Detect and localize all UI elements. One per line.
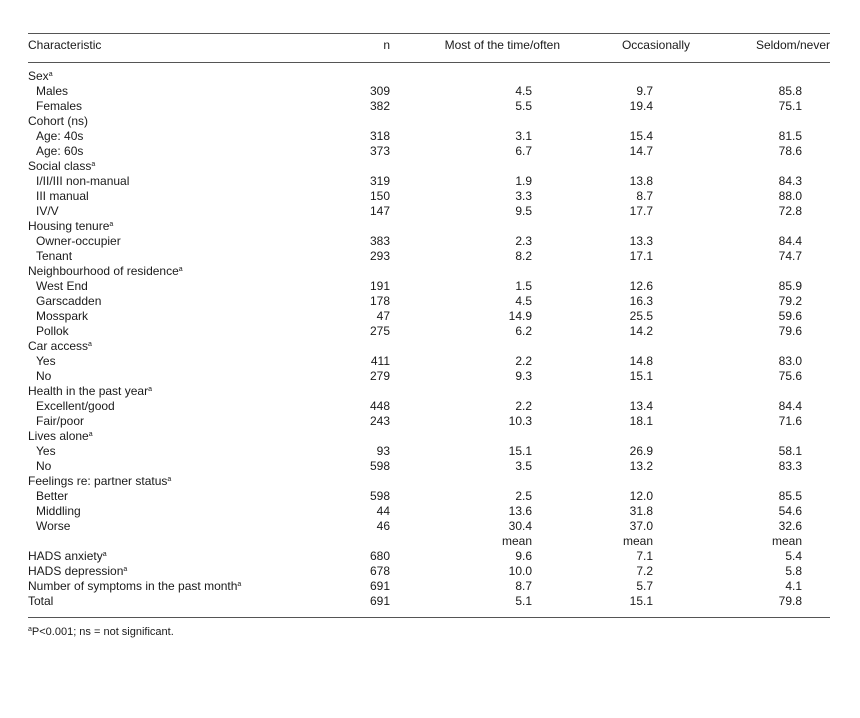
table-row [28, 204, 830, 219]
row-label [28, 189, 308, 204]
cell-n: 47 [376, 309, 390, 323]
cell-occasionally: 13.3 [629, 234, 653, 248]
cell-occasionally: 14.8 [629, 354, 653, 368]
cell-n [308, 339, 413, 354]
table-row [28, 294, 830, 309]
cell-seldom-never: 71.6 [778, 414, 802, 428]
cell-n [308, 474, 413, 489]
cell-occasionally [566, 159, 696, 174]
cell-seldom-never: 4.1 [785, 579, 802, 593]
cell-most-often: 3.5 [515, 459, 532, 473]
table-group-row [28, 264, 830, 279]
cell-seldom-never: 5.4 [785, 549, 802, 563]
cell-n: 191 [369, 279, 390, 293]
row-label-text: West End [36, 279, 88, 293]
significance-marker: a [123, 566, 128, 573]
cell-seldom-never [696, 384, 830, 399]
cell-occasionally [566, 384, 696, 399]
row-label-text: Car access [28, 339, 89, 353]
table-row [28, 534, 830, 549]
cell-occasionally: 15.1 [629, 594, 653, 608]
cell-most-often: 3.3 [515, 189, 532, 203]
cell-most-often: 1.9 [515, 174, 532, 188]
row-label [28, 264, 308, 279]
cell-seldom-never: 85.9 [778, 279, 802, 293]
cell-occasionally [566, 69, 696, 84]
row-label-text: Lives alone [28, 429, 89, 443]
cell-seldom-never: 54.6 [778, 504, 802, 518]
table-footnote [28, 625, 174, 639]
cell-most-often [413, 474, 566, 489]
cell-n: 44 [376, 504, 390, 518]
cell-seldom-never: 78.6 [778, 144, 802, 158]
cell-seldom-never: 79.6 [778, 324, 802, 338]
cell-most-often: 9.3 [515, 369, 532, 383]
row-label-text: Tenant [36, 249, 73, 263]
row-label [28, 519, 308, 534]
row-label [28, 354, 308, 369]
cell-seldom-never: 83.3 [778, 459, 802, 473]
table-row [28, 594, 830, 609]
cell-most-often: 2.2 [515, 399, 532, 413]
cell-most-often [413, 114, 566, 129]
row-label [28, 84, 308, 99]
table-row [28, 519, 830, 534]
cell-n [308, 264, 413, 279]
cell-occasionally: 7.1 [636, 549, 653, 563]
row-label [28, 174, 308, 189]
row-label [28, 459, 308, 474]
table-row [28, 189, 830, 204]
cell-occasionally: 14.2 [629, 324, 653, 338]
table-row [28, 399, 830, 414]
cell-n: 373 [369, 144, 390, 158]
row-label [28, 369, 308, 384]
cell-seldom-never: 84.4 [778, 399, 802, 413]
row-label-text: Yes [36, 354, 56, 368]
cell-most-often: 4.5 [515, 294, 532, 308]
row-label-text: Excellent/good [36, 399, 115, 413]
cell-n: 318 [369, 129, 390, 143]
cell-occasionally [566, 429, 696, 444]
row-label-text: HADS anxiety [28, 549, 103, 563]
cell-seldom-never: 81.5 [778, 129, 802, 143]
table-row [28, 84, 830, 99]
row-label [28, 474, 308, 489]
table-group-row [28, 339, 830, 354]
cell-occasionally: 7.2 [636, 564, 653, 578]
cell-most-often: 8.7 [515, 579, 532, 593]
row-label [28, 144, 308, 159]
cell-occasionally: 9.7 [636, 84, 653, 98]
significance-marker: a [237, 581, 242, 588]
row-label [28, 534, 308, 549]
cell-occasionally: 18.1 [629, 414, 653, 428]
row-label-text: No [36, 459, 52, 473]
cell-seldom-never: 85.8 [778, 84, 802, 98]
row-label-text: I/II/III non-manual [36, 174, 130, 188]
cell-n: 680 [369, 549, 390, 563]
cell-most-often: 8.2 [515, 249, 532, 263]
cell-n [308, 69, 413, 84]
cell-n: 598 [369, 489, 390, 503]
cell-occasionally: 31.8 [629, 504, 653, 518]
row-label-text: Females [36, 99, 83, 113]
cell-occasionally: 19.4 [629, 99, 653, 113]
row-label [28, 249, 308, 264]
cell-n [308, 159, 413, 174]
row-label [28, 564, 308, 579]
significance-marker: a [88, 431, 93, 438]
cell-seldom-never [696, 219, 830, 234]
row-label [28, 384, 308, 399]
cell-occasionally [566, 219, 696, 234]
table-row [28, 579, 830, 594]
cell-most-often: 2.5 [515, 489, 532, 503]
table-row [28, 459, 830, 474]
cell-seldom-never [696, 474, 830, 489]
cell-n: 279 [369, 369, 390, 383]
row-label [28, 114, 308, 129]
cell-n: 275 [369, 324, 390, 338]
cell-n: 178 [369, 294, 390, 308]
row-label-text: Number of symptoms in the past month [28, 579, 238, 593]
cell-most-often: 5.1 [515, 594, 532, 608]
row-label-text: No [36, 369, 52, 383]
row-label [28, 219, 308, 234]
row-label [28, 444, 308, 459]
table-row [28, 414, 830, 429]
cell-most-often [413, 159, 566, 174]
cell-n: 678 [369, 564, 390, 578]
row-label-text: Worse [36, 519, 71, 533]
cell-n [308, 114, 413, 129]
cell-n: 598 [369, 459, 390, 473]
cell-n: 293 [369, 249, 390, 263]
footnote-marker: a [28, 626, 32, 633]
significance-marker: a [109, 221, 114, 228]
row-label [28, 579, 308, 594]
cell-occasionally: 15.1 [629, 369, 653, 383]
cell-occasionally: 8.7 [636, 189, 653, 203]
header-seldom-never: Seldom/never [755, 37, 830, 52]
cell-seldom-never: 79.8 [778, 594, 802, 608]
cell-seldom-never: 32.6 [778, 519, 802, 533]
row-label [28, 309, 308, 324]
cell-most-often: mean [501, 534, 532, 548]
cell-occasionally: 13.2 [629, 459, 653, 473]
row-label-text: Social class [28, 159, 92, 173]
table-row [28, 354, 830, 369]
cell-most-often: 6.2 [515, 324, 532, 338]
cell-most-often [413, 264, 566, 279]
cell-seldom-never: 72.8 [778, 204, 802, 218]
row-label [28, 594, 308, 609]
cell-seldom-never [696, 339, 830, 354]
row-label [28, 99, 308, 114]
cell-most-often: 30.4 [508, 519, 532, 533]
cell-occasionally: 17.1 [629, 249, 653, 263]
cell-occasionally: 13.8 [629, 174, 653, 188]
cell-seldom-never: 59.6 [778, 309, 802, 323]
header-most-often: Most of the time/often [444, 37, 560, 52]
footnote-text: P<0.001; ns = not significant. [31, 626, 174, 638]
cell-most-often: 1.5 [515, 279, 532, 293]
row-label [28, 414, 308, 429]
cell-n: 243 [369, 414, 390, 428]
row-label [28, 69, 308, 84]
row-label [28, 324, 308, 339]
row-label [28, 279, 308, 294]
cell-seldom-never: 85.5 [778, 489, 802, 503]
table-row [28, 489, 830, 504]
row-label-text: Age: 60s [36, 144, 84, 158]
cell-seldom-never [696, 264, 830, 279]
row-label [28, 504, 308, 519]
cell-occasionally: 37.0 [629, 519, 653, 533]
cell-seldom-never: 75.6 [778, 369, 802, 383]
cell-occasionally: 12.6 [629, 279, 653, 293]
cell-n: 382 [369, 99, 390, 113]
row-label-text: IV/V [36, 204, 59, 218]
cell-occasionally: mean [622, 534, 653, 548]
row-label-text: Neighbourhood of residence [28, 264, 179, 278]
row-label-text: Garscadden [36, 294, 102, 308]
table-row [28, 129, 830, 144]
cell-most-often: 9.6 [515, 549, 532, 563]
cell-n: 309 [369, 84, 390, 98]
table-bottom-rule [28, 617, 830, 618]
table-row [28, 99, 830, 114]
significance-marker: a [102, 551, 107, 558]
header-characteristic: Characteristic [28, 37, 102, 52]
significance-marker: a [88, 341, 92, 348]
cell-occasionally: 12.0 [629, 489, 653, 503]
significance-marker: a [91, 161, 96, 168]
row-label [28, 129, 308, 144]
cell-seldom-never: 84.3 [778, 174, 802, 188]
row-label [28, 159, 308, 174]
cell-occasionally: 13.4 [629, 399, 653, 413]
table-row [28, 279, 830, 294]
significance-marker: a [167, 476, 172, 483]
row-label-text: HADS depression [28, 564, 124, 578]
cell-seldom-never: 5.8 [785, 564, 802, 578]
cell-occasionally: 17.7 [629, 204, 653, 218]
cell-n [308, 429, 413, 444]
cell-most-often [413, 69, 566, 84]
row-label-text: III manual [36, 189, 89, 203]
cell-most-often: 4.5 [515, 84, 532, 98]
cell-occasionally: 15.4 [629, 129, 653, 143]
results-table [28, 0, 830, 609]
cell-most-often: 13.6 [508, 504, 532, 518]
cell-n: 147 [369, 204, 390, 218]
cell-most-often [413, 384, 566, 399]
cell-seldom-never: 88.0 [778, 189, 802, 203]
cell-n: 691 [369, 594, 390, 608]
table-group-row [28, 219, 830, 234]
cell-most-often: 6.7 [515, 144, 532, 158]
row-label-text: Middling [36, 504, 81, 518]
cell-most-often [413, 429, 566, 444]
cell-seldom-never: 75.1 [778, 99, 802, 113]
table-row [28, 549, 830, 564]
cell-n [308, 534, 413, 549]
cell-seldom-never: mean [771, 534, 802, 548]
cell-n [308, 219, 413, 234]
row-label [28, 339, 308, 354]
row-label [28, 294, 308, 309]
cell-seldom-never: 79.2 [778, 294, 802, 308]
row-label [28, 204, 308, 219]
row-label [28, 399, 308, 414]
cell-seldom-never: 84.4 [778, 234, 802, 248]
table-row [28, 174, 830, 189]
cell-most-often: 2.2 [515, 354, 532, 368]
cell-seldom-never [696, 114, 830, 129]
cell-most-often: 3.1 [515, 129, 532, 143]
cell-most-often [413, 339, 566, 354]
cell-seldom-never: 74.7 [778, 249, 802, 263]
row-label-text: Health in the past year [28, 384, 149, 398]
row-label [28, 429, 308, 444]
cell-occasionally: 5.7 [636, 579, 653, 593]
cell-occasionally [566, 339, 696, 354]
cell-n: 93 [376, 444, 390, 458]
header-occasionally: Occasionally [621, 37, 690, 52]
table-group-row [28, 429, 830, 444]
table-row [28, 144, 830, 159]
significance-marker: a [48, 71, 53, 78]
cell-occasionally: 14.7 [629, 144, 653, 158]
cell-occasionally: 16.3 [629, 294, 653, 308]
table-row [28, 324, 830, 339]
cell-seldom-never: 58.1 [778, 444, 802, 458]
table-row [28, 444, 830, 459]
cell-occasionally: 25.5 [629, 309, 653, 323]
row-label-text: Feelings re: partner status [28, 474, 168, 488]
table-row [28, 234, 830, 249]
cell-most-often: 10.0 [508, 564, 532, 578]
table-group-row [28, 69, 830, 84]
significance-marker: a [148, 386, 152, 393]
cell-most-often: 9.5 [515, 204, 532, 218]
cell-n: 383 [369, 234, 390, 248]
row-label-text: Mosspark [36, 309, 89, 323]
table-body [28, 69, 830, 609]
cell-most-often [413, 219, 566, 234]
cell-n: 46 [376, 519, 390, 533]
cell-n: 319 [369, 174, 390, 188]
cell-seldom-never: 83.0 [778, 354, 802, 368]
cell-most-often: 14.9 [508, 309, 532, 323]
row-label [28, 489, 308, 504]
table-group-row [28, 159, 830, 174]
cell-most-often: 15.1 [508, 444, 532, 458]
row-label-text: Total [28, 594, 54, 608]
row-label-text: Housing tenure [28, 219, 110, 233]
header-n: n [383, 37, 390, 52]
table-group-row [28, 384, 830, 399]
row-label-text: Males [36, 84, 69, 98]
cell-n: 691 [369, 579, 390, 593]
table-row [28, 504, 830, 519]
row-label-text: Better [36, 489, 69, 503]
cell-occasionally [566, 264, 696, 279]
table-row [28, 309, 830, 324]
row-label-text: Age: 40s [36, 129, 84, 143]
cell-most-often: 2.3 [515, 234, 532, 248]
cell-most-often: 5.5 [515, 99, 532, 113]
cell-occasionally: 26.9 [629, 444, 653, 458]
cell-occasionally [566, 114, 696, 129]
row-label-text: Owner-occupier [36, 234, 121, 248]
cell-occasionally [566, 474, 696, 489]
cell-n: 448 [369, 399, 390, 413]
cell-n: 411 [370, 354, 390, 368]
row-label-text: Yes [36, 444, 56, 458]
cell-seldom-never [696, 69, 830, 84]
row-label-text: Sex [28, 69, 49, 83]
table-header-row [28, 34, 830, 56]
table-group-row [28, 474, 830, 489]
cell-seldom-never [696, 159, 830, 174]
row-label-text: Pollok [36, 324, 69, 338]
cell-n [308, 384, 413, 399]
table-row [28, 249, 830, 264]
table-group-row [28, 114, 830, 129]
table-row [28, 369, 830, 384]
row-label [28, 549, 308, 564]
cell-seldom-never [696, 429, 830, 444]
row-label-text: Fair/poor [36, 414, 85, 428]
row-label-text: Cohort (ns) [28, 114, 89, 128]
cell-most-often: 10.3 [508, 414, 532, 428]
table-row [28, 564, 830, 579]
cell-n: 150 [369, 189, 390, 203]
significance-marker: a [178, 266, 183, 273]
row-label [28, 234, 308, 249]
